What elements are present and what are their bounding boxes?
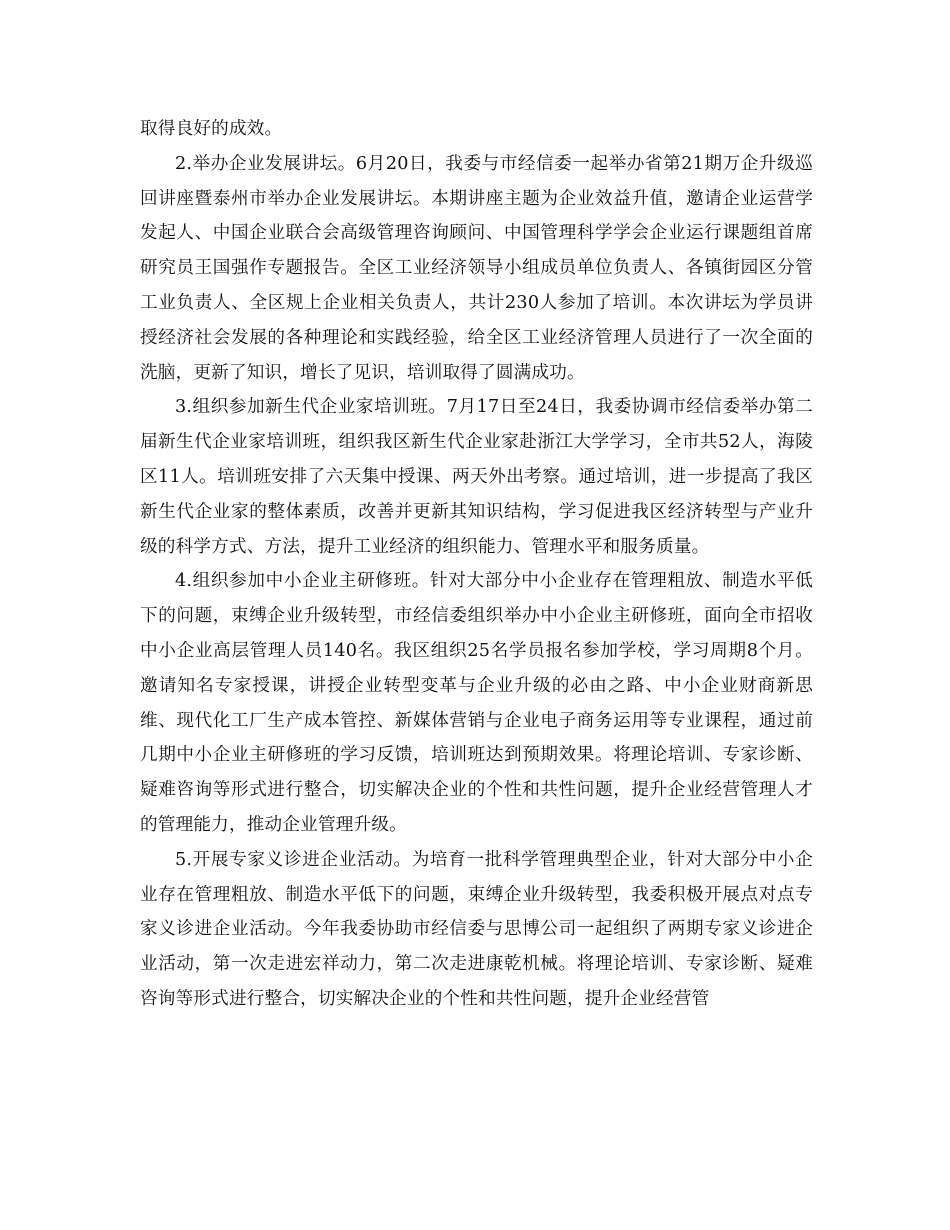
paragraph-item-2: 2.举办企业发展讲坛。6月20日，我委与市经信委一起举办省第21期万企升级巡回讲座暨泰州市举办企业发展讲坛。本期讲座主题为企业效益升值，邀请企业运营学发起人、中国企业联合会高级管理咨询顾问、中国管理科学学会企业运行课题组首席研究员王国强作专题报告。全区工业经济领导小组成员单位负责人、各镇街园区分管工业负责人、全区规上企业相关负责人，共计230人参加了培训。本次讲坛为学员讲授经济社会发展的各种理论和实践经验，给全区工业经济管理人员进行了一次全面的洗脑，更新了知识，增长了见识，培训取得了圆满成功。 [140,153,813,383]
paragraph-continuation: 取得良好的成效。 [140,119,283,139]
paragraph-item-5: 5.开展专家义诊进企业活动。为培育一批科学管理典型企业，针对大部分中小企业存在管理粗放、制造水平低下的问题，束缚企业升级转型，我委积极开展点对点专家义诊进企业活动。今年我委协助市经信委与思博公司一起组织了两期专家义诊进企业活动，第一次走进宏祥动力，第二次走进康乾机械。将理论培训、专家诊断、疑难咨询等形式进行整合，切实解决企业的个性和共性问题，提升企业经营管 [140,849,813,1009]
document-body [140,112,813,1017]
paragraph-item-3: 3.组织参加新生代企业家培训班。7月17日至24日，我委协调市经信委举办第二届新生代企业家培训班，组织我区新生代企业家赴浙江大学学习，全市共52人，海陵区11人。培训班安排了六天集中授课、两天外出考察。通过培训，进一步提高了我区新生代企业家的整体素质，改善并更新其知识结构，学习促进我区经济转型与产业升级的科学方式、方法，提升工业经济的组织能力、管理水平和服务质量。 [140,397,813,557]
paragraph-item-4: 4.组织参加中小企业主研修班。针对大部分中小企业存在管理粗放、制造水平低下的问题，束缚企业升级转型，市经信委组织举办中小企业主研修班，面向全市招收中小企业高层管理人员140名。我区组织25名学员报名参加学校，学习周期8个月。邀请知名专家授课，讲授企业转型变革与企业升级的必由之路、中小企业财商新思维、现代化工厂生产成本管控、新媒体营销与企业电子商务运用等专业课程，通过前几期中小企业主研修班的学习反馈，培训班达到预期效果。将理论培训、专家诊断、疑难咨询等形式进行整合，切实解决企业的个性和共性问题，提升企业经营管理人才的管理能力，推动企业管理升级。 [140,571,813,835]
